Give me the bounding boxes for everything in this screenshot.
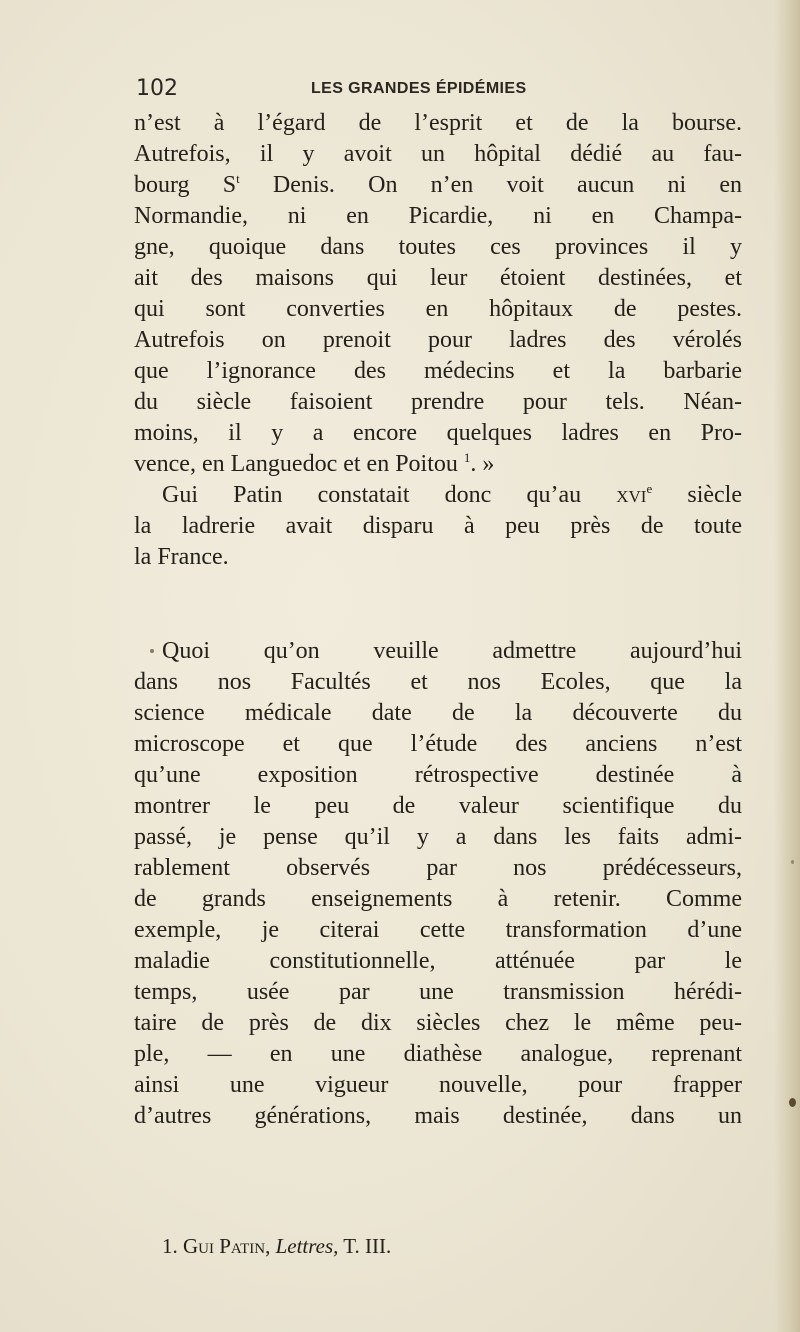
text-line: la ladrerie avait disparu à peu près de toute (134, 513, 742, 539)
text-line: Normandie, ni en Picardie, ni en Champa- (134, 203, 742, 229)
scan-speck (150, 649, 154, 653)
text-line: science médicale date de la découverte du (134, 700, 742, 726)
text-line: exemple, je citerai cette transformation d’une (134, 917, 742, 943)
footnote-number: 1. (162, 1234, 183, 1258)
footnote-reference: 1 (463, 450, 471, 465)
text-line: Autrefois, il y avoit un hôpital dédié au fau- (134, 141, 742, 167)
text-span: bourg (134, 172, 223, 198)
text-span: Gui Patin constatait donc qu’au (162, 482, 617, 508)
scan-speck (791, 860, 794, 864)
text-line: la France. (134, 544, 229, 570)
text-line (134, 449, 742, 480)
text-line: temps, usée par une transmission hérédi- (134, 979, 742, 1005)
text-line: ainsi une vigueur nouvelle, pour frapper (134, 1072, 742, 1098)
superscript: e (646, 481, 653, 496)
footnote-separator: , (265, 1234, 276, 1258)
text-line: de grands enseignements à retenir. Comme (134, 886, 742, 912)
text-line: qu’une exposition rétrospective destinée à (134, 762, 742, 788)
running-title: LES GRANDES ÉPIDÉMIES (311, 80, 527, 97)
footnote-volume: T. III. (338, 1234, 392, 1258)
body-text (134, 108, 742, 1132)
text-span: siècle (652, 482, 742, 508)
text-line: n’est à l’égard de l’esprit et de la bourse. (134, 110, 742, 136)
text-line: gne, quoique dans toutes ces provinces il y (134, 234, 742, 260)
text-span: Denis. On n’en voit aucun ni en (239, 172, 742, 198)
text-line: microscope et que l’étude des anciens n’est (134, 731, 742, 757)
footnote-work: Lettres, (275, 1234, 339, 1258)
page-number: 102 (136, 76, 178, 101)
text-line: du siècle faisoient prendre pour tels. Néan- (134, 389, 742, 415)
text-line: Autrefois on prenoit pour ladres des vérolés (134, 327, 742, 353)
text-line: dans nos Facultés et nos Ecoles, que la (134, 669, 742, 695)
paragraph-gap (134, 573, 742, 636)
text-line: montrer le peu de valeur scientifique du (134, 793, 742, 819)
page-edge-shadow (774, 0, 800, 1332)
text-line: ait des maisons qui leur étoient destinées, et (134, 265, 742, 291)
text-span: . » (470, 451, 495, 477)
text-line: moins, il y a encore quelques ladres en Pro- (134, 420, 742, 446)
superscript: t (236, 171, 240, 186)
text-line: taire de près de dix siècles chez le même peu- (134, 1010, 742, 1036)
text-line: qui sont converties en hôpitaux de pestes. (134, 296, 742, 322)
text-line: passé, je pense qu’il y a dans les faits admi- (134, 824, 742, 850)
text-line: maladie constitutionnelle, atténuée par le (134, 948, 742, 974)
text-line: d’autres générations, mais destinée, dans un (134, 1103, 742, 1129)
century-numeral: xvi (616, 482, 647, 508)
text-line: que l’ignorance des médecins et la barbarie (134, 358, 742, 384)
footnote (162, 1234, 391, 1259)
scan-speck (789, 1098, 796, 1107)
page-header (136, 76, 736, 104)
text-line (134, 170, 742, 201)
text-line: Quoi qu’on veuille admettre aujourd’hui (162, 638, 742, 664)
saint-abbreviation: S (222, 172, 237, 198)
text-line: rablement observés par nos prédécesseurs, (134, 855, 742, 881)
text-line (134, 480, 742, 511)
footnote-author: Gui Patin (183, 1234, 266, 1258)
text-span: vence, en Languedoc et en Poitou (134, 451, 464, 477)
text-line: ple, — en une diathèse analogue, reprenant (134, 1041, 742, 1067)
